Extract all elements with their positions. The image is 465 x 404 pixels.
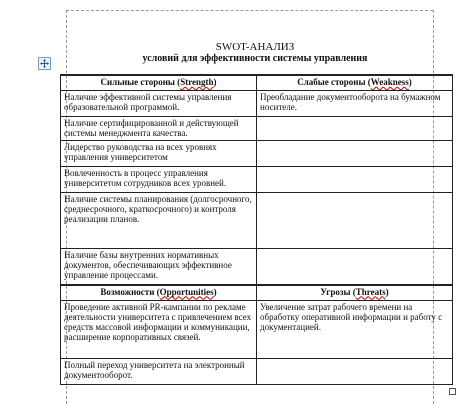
table-row [61,193,453,249]
document-subtitle: условий для эффективности системы управления [142,53,368,64]
table-row [61,249,453,285]
strengths-header[interactable]: Сильные стороны (Strength) [61,75,257,91]
table-row [61,300,453,358]
table-cell[interactable] [257,167,453,193]
table-resize-handle[interactable] [449,388,456,395]
threats-header[interactable]: Угрозы (Threats) [257,285,453,301]
table-cell[interactable] [257,193,453,249]
table-cell[interactable]: Наличие сертифицированной и действующей системы менеджмента качества. [61,117,257,141]
table-cell[interactable]: Преобладание документооборота на бумажном носителе. [257,91,453,117]
table-cell[interactable]: Вовлеченность в процесс управления университетом сотрудников всех уровней. [61,167,257,193]
table-cell[interactable]: Наличие эффективной системы управления образовательной программой. [61,91,257,117]
table-row [61,117,453,141]
table-row [61,285,453,301]
table-cell[interactable] [257,117,453,141]
spellcheck-word: Weakness [370,77,409,87]
table-row [61,358,453,384]
table-cell[interactable] [257,141,453,167]
table-cell[interactable]: Наличие базы внутренних нормативных документов, обеспечивающих эффективное управление процессами. [61,249,257,285]
opportunities-header[interactable]: Возможности (Opportunities) [61,285,257,301]
spellcheck-word: Opportunities [159,286,214,297]
page-margin-top [66,10,433,11]
table-row [61,141,453,167]
table-row [61,91,453,117]
table-cell[interactable]: Наличие системы планирования (долгосрочного, среднесрочного, краткосрочного) и контроля реализации планов. [61,193,257,249]
table-cell[interactable] [257,249,453,285]
table-cell[interactable]: Увеличение затрат рабочего времени на обработку оперативной информации и работу с документацией. [257,300,453,358]
table-cell[interactable]: Проведение активной PR-кампании по рекламе деятельности университета с привлечением всех средств массовой информации и коммуникации, расширение корпоративных связей. [61,300,257,358]
weaknesses-header[interactable]: Слабые стороны (Weakness) [257,75,453,91]
swot-table [60,74,453,385]
table-cell[interactable]: Лидерство руководства на всех уровнях управления университетом [61,141,257,167]
table-move-handle-icon[interactable] [38,57,51,70]
document-title: SWOT-АНАЛИЗ [215,41,295,53]
table-cell[interactable] [257,358,453,384]
spellcheck-word: Strength [180,77,214,87]
table-row [61,75,453,91]
table-cell[interactable]: Полный переход университета на электронный документооборот. [61,358,257,384]
spellcheck-word: Threats [355,286,386,297]
table-row [61,167,453,193]
